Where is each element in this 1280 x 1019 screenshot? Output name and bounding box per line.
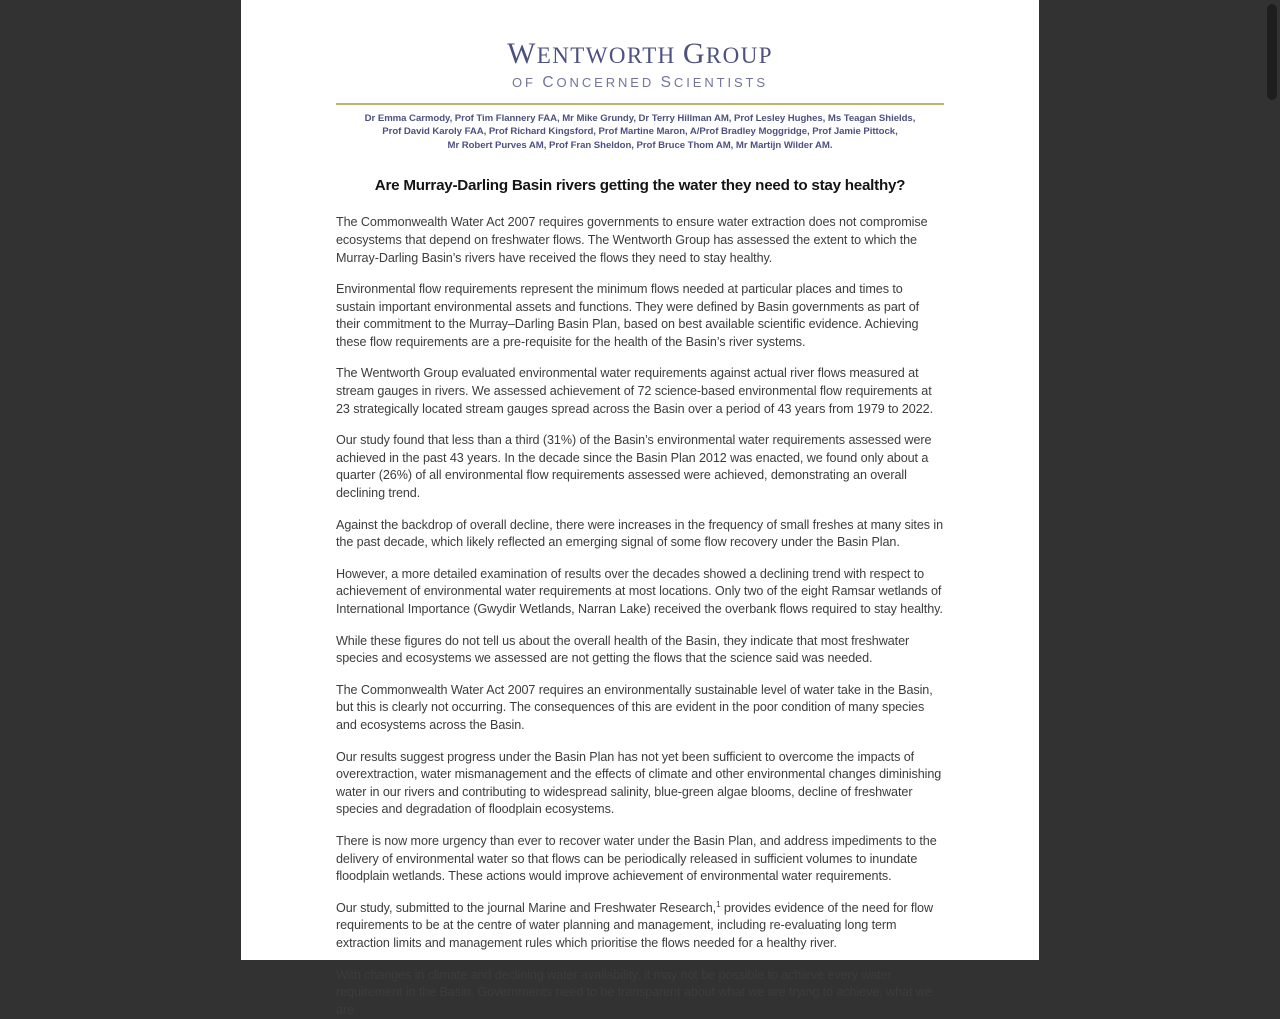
- article-body: [336, 214, 944, 1019]
- organisation-logo-subtitle: OF CONCERNED SCIENTISTS: [512, 73, 768, 91]
- paragraph-with-footnote: [336, 900, 944, 953]
- paragraph: Our results suggest progress under the Basin Plan has not yet been sufficient to overcome the impacts of overextraction, water mismanagement and the effects of climate and other environmental changes diminishing water in our rivers and contributing to widespread salinity, blue-green algae blooms, decline of freshwater species and degradation of floodplain ecosystems.: [336, 749, 942, 817]
- organisation-logo-title: WENTWORTH GROUP: [507, 37, 773, 70]
- paragraph: Environmental flow requirements represent the minimum flows needed at particular places and times to sustain important environmental assets and functions. They were defined by Basin governments as part of their commitment to the Murray–Darling Basin Plan, based on best available scientific evidence. Achieving these flow requirements are a pre-requisite for the health of the Basin’s river systems.: [336, 282, 920, 349]
- byline: [336, 112, 944, 153]
- byline-line-1: Dr Emma Carmody, Prof Tim Flannery FAA, Mr Mike Grundy, Dr Terry Hillman AM, Prof Lesley Hughes, Ms Teagan Shields,: [364, 112, 916, 124]
- footnote-paragraph-before: Our study, submitted to the journal Marine and Freshwater Research,: [336, 900, 717, 915]
- byline-line-2: Prof David Karoly FAA, Prof Richard Kingsford, Prof Martine Maron, A/Prof Bradley Moggridge, Prof Jamie Pittock,: [382, 126, 898, 138]
- masthead: [336, 0, 944, 92]
- paragraph: There is now more urgency than ever to recover water under the Basin Plan, and address impediments to the delivery of environmental water so that flows can be periodically released in sufficient volumes to inundate floodplain wetlands. These actions would improve achievement of environmental water requirements.: [336, 833, 937, 884]
- paragraph: The Commonwealth Water Act 2007 requires an environmentally sustainable level of water take in the Basin, but this is clearly not occurring. The consequences of this are evident in the poor condition of many species and ecosystems across the Basin.: [336, 682, 933, 732]
- paragraph: The Wentworth Group evaluated environmental water requirements against actual river flows measured at stream gauges in rivers. We assessed achievement of 72 science-based environmental flow requirements at 23 strategically located stream gauges spread across the Basin over a period of 43 years from 1979 to 2022.: [336, 366, 933, 416]
- vertical-scrollbar[interactable]: [1264, 0, 1280, 960]
- page-title: Are Murray-Darling Basin rivers getting the water they need to stay healthy?: [374, 177, 906, 195]
- footnote-paragraph-after: provides evidence of the need for flow requirements to be at the centre of water planning and management, including re-evaluating long term extraction limits and management rules which prioritise the flows needed for a healthy river.: [336, 900, 933, 950]
- footnote-marker[interactable]: 1: [716, 899, 721, 909]
- document-page: [241, 0, 1039, 1017]
- paragraph: However, a more detailed examination of results over the decades showed a declining trend with respect to achievement of environmental water requirements at most locations. Only two of the eight Ramsar wetlands of International Importance (Gwydir Wetlands, Narran Lake) received the overbank flows required to stay healthy.: [336, 566, 943, 617]
- paragraph: While these figures do not tell us about the overall health of the Basin, they indicate that most freshwater species and ecosystems we assessed are not getting the flows that the science said was needed.: [336, 633, 910, 666]
- byline-line-3: Mr Robert Purves AM, Prof Fran Sheldon, Prof Bruce Thom AM, Mr Martijn Wilder AM.: [447, 139, 833, 151]
- page-content: [241, 0, 1039, 1019]
- paragraph: Our study found that less than a third (31%) of the Basin’s environmental water requirements assessed were achieved in the past 43 years. In the decade since the Basin Plan 2012 was enacted, we found only about a quarter (26%) of all environmental flow requirements assessed were achieved, demonstrating an overall declining trend.: [336, 433, 932, 501]
- paragraph-clipped: With changes in climate and declining water availability, it may not be possible to achieve every water requirement in the Basin. Governments need to be transparent about what we are trying to achieve, what we are: [336, 967, 932, 1017]
- scrollbar-thumb[interactable]: [1267, 4, 1277, 100]
- paragraph: The Commonwealth Water Act 2007 requires governments to ensure water extraction does not compromise ecosystems that depend on freshwater flows. The Wentworth Group has assessed the extent to which the Murray-Darling Basin’s rivers have received the flows they need to stay healthy.: [336, 215, 928, 265]
- paragraph: Against the backdrop of overall decline, there were increases in the frequency of small freshes at many sites in the past decade, which likely reflected an emerging signal of some flow recovery under the Basin Plan.: [336, 517, 944, 550]
- masthead-divider: [336, 103, 944, 105]
